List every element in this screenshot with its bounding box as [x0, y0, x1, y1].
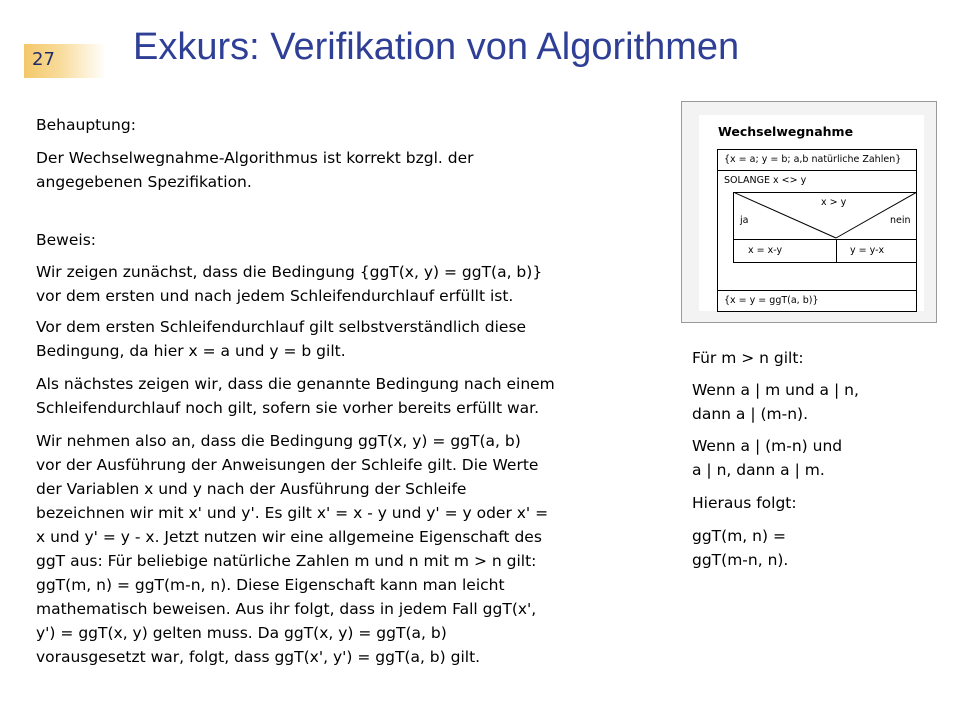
- yes-label: ja: [740, 215, 749, 226]
- condition-text: x > y: [821, 197, 847, 208]
- side-line: a | n, dann a | m.: [692, 461, 825, 479]
- side-paragraph-3: [692, 491, 797, 515]
- diagram-canvas: [699, 115, 924, 311]
- proof-paragraph-2: [36, 315, 526, 363]
- proof-line: Wir zeigen zunächst, dass die Bedingung {ggT(x, y) = ggT(a, b)}: [36, 263, 543, 281]
- side-line: dann a | (m-n).: [692, 405, 809, 423]
- proof-line: x und y' = y - x. Jetzt nutzen wir eine allgemeine Eigenschaft des: [36, 528, 542, 546]
- side-line: Wenn a | m und a | n,: [692, 381, 859, 399]
- proof-line: y') = ggT(x, y) gelten muss. Da ggT(x, y) = ggT(a, b): [36, 624, 447, 642]
- proof-line: der Variablen x und y nach der Ausführung der Schleife: [36, 480, 467, 498]
- proof-line: mathematisch beweisen. Aus ihr folgt, dass in jedem Fall ggT(x',: [36, 600, 537, 618]
- loop-text: SOLANGE x <> y: [724, 175, 807, 186]
- side-line: Wenn a | (m-n) und: [692, 437, 843, 455]
- side-intro: [692, 346, 804, 370]
- claim-line: angegebenen Spezifikation.: [36, 173, 252, 191]
- proof-paragraph-3: [36, 372, 555, 420]
- precondition-text: {x = a; y = b; a,b natürliche Zahlen}: [724, 154, 902, 165]
- side-line: ggT(m, n) =: [692, 527, 786, 545]
- proof-heading-block: [36, 228, 96, 252]
- proof-line: Wir nehmen also an, dass die Bedingung ggT(x, y) = ggT(a, b): [36, 432, 521, 450]
- condition-box: [733, 192, 917, 240]
- page-number: 27: [32, 49, 55, 70]
- postcondition-text: {x = y = ggT(a, b)}: [724, 295, 819, 306]
- side-line: Für m > n gilt:: [692, 349, 804, 367]
- precondition-box: [717, 149, 917, 171]
- proof-line: Schleifendurchlauf noch gilt, sofern sie vorher bereits erfüllt war.: [36, 399, 540, 417]
- proof-line: ggT(m, n) = ggT(m-n, n). Diese Eigenschaft kann man leicht: [36, 576, 505, 594]
- proof-paragraph-4: [36, 429, 548, 669]
- proof-line: Vor dem ersten Schleifendurchlauf gilt selbstverständlich diese: [36, 318, 527, 336]
- no-label: nein: [890, 215, 911, 226]
- proof-line: vorausgesetzt war, folgt, dass ggT(x', y') = ggT(a, b) gilt.: [36, 648, 481, 666]
- proof-line: bezeichnen wir mit x' und y'. Es gilt x' = x - y und y' = y oder x' =: [36, 504, 549, 522]
- claim-heading: Behauptung:: [36, 116, 136, 134]
- then-box: [733, 239, 837, 263]
- proof-paragraph-1: [36, 260, 542, 308]
- then-statement: x = x-y: [748, 245, 783, 256]
- side-paragraph-2: [692, 434, 842, 482]
- claim-text: [36, 146, 473, 194]
- else-box: [836, 239, 917, 263]
- nassi-shneiderman-diagram: [681, 101, 937, 323]
- else-statement: y = y-x: [850, 245, 885, 256]
- postcondition-box: [717, 290, 917, 312]
- proof-heading: Beweis:: [36, 231, 96, 249]
- side-line: ggT(m-n, n).: [692, 551, 789, 569]
- proof-line: vor der Ausführung der Anweisungen der Schleife gilt. Die Werte: [36, 456, 539, 474]
- claim-line: Der Wechselwegnahme-Algorithmus ist korrekt bzgl. der: [36, 149, 474, 167]
- proof-line: vor dem ersten und nach jedem Schleifendurchlauf erfüllt ist.: [36, 287, 514, 305]
- proof-line: ggT aus: Für beliebige natürliche Zahlen m und n mit m > n gilt:: [36, 552, 537, 570]
- proof-line: Bedingung, da hier x = a und y = b gilt.: [36, 342, 346, 360]
- slide-title: Exkurs: Verifikation von Algorithmen: [133, 26, 740, 68]
- side-line: Hieraus folgt:: [692, 494, 797, 512]
- side-paragraph-1: [692, 378, 859, 426]
- claim-block: [36, 113, 136, 137]
- diagram-title: Wechselwegnahme: [718, 124, 854, 139]
- proof-line: Als nächstes zeigen wir, dass die genannte Bedingung nach einem: [36, 375, 555, 393]
- side-paragraph-4: [692, 524, 788, 572]
